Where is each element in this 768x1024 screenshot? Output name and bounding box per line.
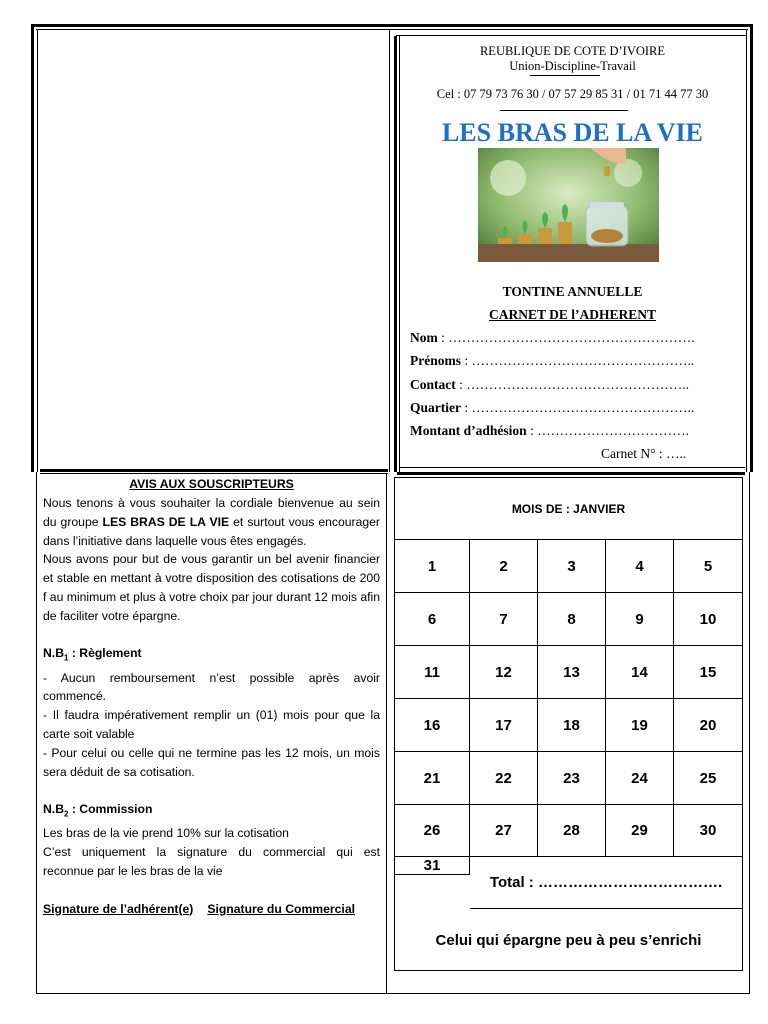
national-motto: Union-Discipline-Travail <box>509 59 636 73</box>
field-quartier[interactable] <box>410 400 694 416</box>
day-cell-7[interactable]: 7 <box>470 593 538 646</box>
carnet-number[interactable]: Carnet N° : ….. <box>601 446 687 461</box>
country-name: REUBLIQUE DE COTE D’IVOIRE <box>479 44 666 58</box>
brand-title: LES BRAS DE LA VIE <box>441 118 704 147</box>
day-cell-28[interactable]: 28 <box>538 805 606 857</box>
day-cell-20[interactable]: 20 <box>674 699 742 752</box>
day-cell-18[interactable]: 18 <box>538 699 606 752</box>
field-label: Contact <box>410 377 456 392</box>
intro-text-end: et surtout vous encourager dans l’initiative dans laquelle vous êtes engagés. <box>43 514 380 548</box>
rule-item: - Pour celui ou celle qui ne termine pas les 12 mois, un mois sera déduit de sa cotisation. <box>43 745 380 779</box>
field-dots: : ……………………………. <box>526 423 690 438</box>
nb1-title: : Règlement <box>68 646 142 661</box>
field-label: Montant d’adhésion <box>410 423 527 438</box>
commission-text: Les bras de la vie prend 10% sur la cotisation <box>43 826 289 841</box>
field-label: Nom <box>410 330 438 345</box>
sig-commercial[interactable]: Signature du Commercial <box>207 901 355 916</box>
day-cell-25[interactable]: 25 <box>674 752 742 805</box>
intro-text: Nous tenons à vous souhaiter la cordiale bienvenue au sein du groupe <box>43 496 380 529</box>
day-cell-12[interactable]: 12 <box>470 646 538 699</box>
field-label: Prénoms <box>410 353 461 368</box>
field-nom[interactable] <box>410 330 695 346</box>
day-cell-13[interactable]: 13 <box>538 646 606 699</box>
contact-phones: Cel : 07 79 73 76 30 / 07 57 29 85 31 / 01 71 44 77 30 <box>436 87 709 101</box>
field-dots: : ………………………………………….. <box>460 400 695 415</box>
day-cell-19[interactable]: 19 <box>606 699 674 752</box>
day-cell-21[interactable]: 21 <box>395 752 470 805</box>
notice-goal: Nous avons pour but de vous garantir un bel avenir financier et stable en mettant à votre disposition des cotisations de 200 f au minimum et plus à votre choix par jour durant 12 mois afin de faciliter votre épargne. <box>43 552 380 623</box>
tontine-subtitle: TONTINE ANNUELLE <box>502 284 643 299</box>
day-cell-10[interactable]: 10 <box>674 593 742 646</box>
day-cell-23[interactable]: 23 <box>538 752 606 805</box>
field-contact[interactable] <box>410 377 689 393</box>
day-cell-26[interactable]: 26 <box>395 805 470 857</box>
signature-lines <box>43 900 380 919</box>
rule-item: - Il faudra impérativement remplir un (01) mois pour que la carte soit valable <box>43 708 380 741</box>
field-dots: : ………………………………………….. <box>455 377 690 392</box>
nb2-sub: 2 <box>64 809 69 819</box>
day-cell-8[interactable]: 8 <box>538 593 606 646</box>
day-cell-17[interactable]: 17 <box>470 699 538 752</box>
savings-motto: Celui qui épargne peu à peu s’enrichi <box>435 931 702 949</box>
day-cell-14[interactable]: 14 <box>606 646 674 699</box>
rule-item: - Aucun remboursement n’est possible après avoir commencé. <box>43 670 380 704</box>
nb1-sub: 1 <box>64 653 69 663</box>
month-label: MOIS DE : JANVIER <box>395 478 742 540</box>
total-field[interactable]: Total : ………………………………. <box>470 857 742 909</box>
day-cell-5[interactable]: 5 <box>674 540 742 593</box>
day-cell-29[interactable]: 29 <box>606 805 674 857</box>
day-cell-24[interactable]: 24 <box>606 752 674 805</box>
motto-underline <box>530 75 600 76</box>
field-dots: : ………………………………………….. <box>461 353 695 368</box>
day-cell-11[interactable]: 11 <box>395 646 470 699</box>
card-title: CARNET DE l’ADHERENT <box>488 307 657 322</box>
day-cell-22[interactable]: 22 <box>470 752 538 805</box>
calendar-grid <box>394 477 743 971</box>
savings-jar-image <box>478 148 659 262</box>
field-prenoms[interactable] <box>410 353 694 369</box>
signature-note: C’est uniquement la signature du commercial qui est reconnue par le les bras de la vie <box>43 845 380 879</box>
nb2-heading <box>43 800 380 824</box>
day-cell-27[interactable]: 27 <box>470 805 538 857</box>
phones-divider <box>500 110 628 111</box>
field-label: Quartier <box>410 400 461 415</box>
field-montant[interactable] <box>410 423 689 439</box>
nb2-label: N.B <box>43 802 64 817</box>
intro-brand: LES BRAS DE LA VIE <box>102 514 230 529</box>
day-cell-4[interactable]: 4 <box>606 540 674 593</box>
nb1-label: N.B <box>43 646 64 661</box>
day-cell-30[interactable]: 30 <box>674 805 742 857</box>
day-cell-3[interactable]: 3 <box>538 540 606 593</box>
day-cell-1[interactable]: 1 <box>395 540 470 593</box>
day-cell-6[interactable]: 6 <box>395 593 470 646</box>
field-dots: : ………………………………………………. <box>437 330 695 345</box>
nb1-heading <box>43 644 380 668</box>
day-cell-31[interactable]: 31 <box>395 857 470 875</box>
notice-intro <box>43 494 380 550</box>
sig-member[interactable]: Signature de l’adhérent(e) <box>43 901 194 916</box>
day-cell-16[interactable]: 16 <box>395 699 470 752</box>
day-cell-15[interactable]: 15 <box>674 646 742 699</box>
day-cell-9[interactable]: 9 <box>606 593 674 646</box>
notice-body <box>43 494 380 918</box>
day-cell-2[interactable]: 2 <box>470 540 538 593</box>
nb2-title: : Commission <box>68 802 153 817</box>
notice-heading: AVIS AUX SOUSCRIPTEURS <box>129 477 294 491</box>
